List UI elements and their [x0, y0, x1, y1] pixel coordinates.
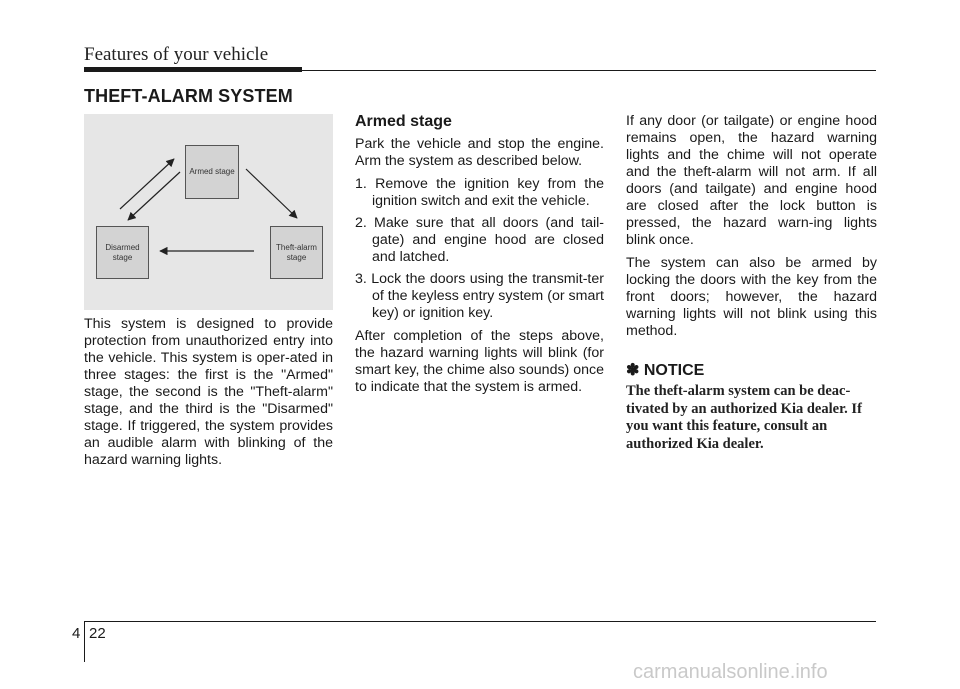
key-arming-paragraph: The system can also be armed by locking the doors with the key from the front doors; however, the hazard warning lights will not blink using this method.: [626, 255, 877, 339]
notice-heading: [626, 362, 877, 379]
armed-after-paragraph: After completion of the steps above, the hazard warning lights will blink (for smart key, the chime also sounds) once to indicate that the system is armed.: [355, 328, 604, 395]
door-open-paragraph: If any door (or tailgate) or engine hood remains open, the hazard warning lights and the chime will not operate and the theft-alarm will not arm. If all doors (and tailgate) and engine hood are closed after the lock button is pressed, the hazard warn-ing lights blink once.: [626, 113, 877, 248]
stage-box-disarmed: [96, 226, 149, 279]
list-item: 1. Remove the ignition key from the ignition switch and exit the vehicle.: [355, 176, 604, 209]
stage-label-armed: Armed stage: [189, 167, 235, 176]
section-title: THEFT-ALARM SYSTEM: [84, 86, 293, 106]
stage-diagram: [84, 114, 333, 310]
column-middle: [355, 113, 604, 402]
stage-box-armed: [185, 145, 239, 199]
diagram-arrows: [84, 114, 333, 310]
stage-label-theft-alarm: Theft-alarm stage: [276, 242, 317, 262]
watermark: carmanualsonline.info: [633, 661, 828, 683]
notice-text: The theft-alarm system can be deac-tivated by an authorized Kia dealer. If you want this feature, consult an authorized Kia dealer.: [626, 383, 862, 452]
notice-star-icon: ✽: [626, 362, 640, 379]
notice-label: NOTICE: [643, 362, 705, 379]
armed-lead-paragraph: Park the vehicle and stop the engine. Arm the system as described below.: [355, 136, 604, 169]
stage-label-disarmed: Disarmed stage: [105, 242, 140, 262]
list-item: 3. Lock the doors using the transmit-ter of the keyless entry system (or smart key) or ignition key.: [355, 271, 604, 321]
column-right: [626, 113, 877, 453]
column-left: [84, 316, 333, 475]
footer-rule: [84, 621, 876, 622]
arrow-armed-to-disarmed: [128, 172, 180, 220]
list-item: 2. Make sure that all doors (and tail-gate) and engine hood are closed and latched.: [355, 215, 604, 265]
arrow-armed-to-theft: [246, 169, 297, 218]
arrow-disarmed-to-armed: [120, 159, 174, 209]
page-number: 22: [89, 625, 106, 642]
header-rule: [302, 70, 876, 71]
armed-steps-list: [355, 176, 604, 322]
chapter-number: 4: [72, 625, 81, 642]
stage-box-theft-alarm: [270, 226, 323, 279]
armed-stage-heading: Armed stage: [355, 113, 452, 130]
intro-paragraph: This system is designed to provide protection from unauthorized entry into the vehicle. This system is oper-ated in three stages: the first is the "Armed" stage, the second is the "Theft-alarm" stage, and the third is the "Disarmed" stage. If triggered, the system provides an audible alarm with blinking of the hazard warning lights.: [84, 316, 333, 468]
header-bar: [84, 67, 302, 72]
footer-divider: [84, 622, 85, 662]
header-title: Features of your vehicle: [84, 44, 269, 65]
